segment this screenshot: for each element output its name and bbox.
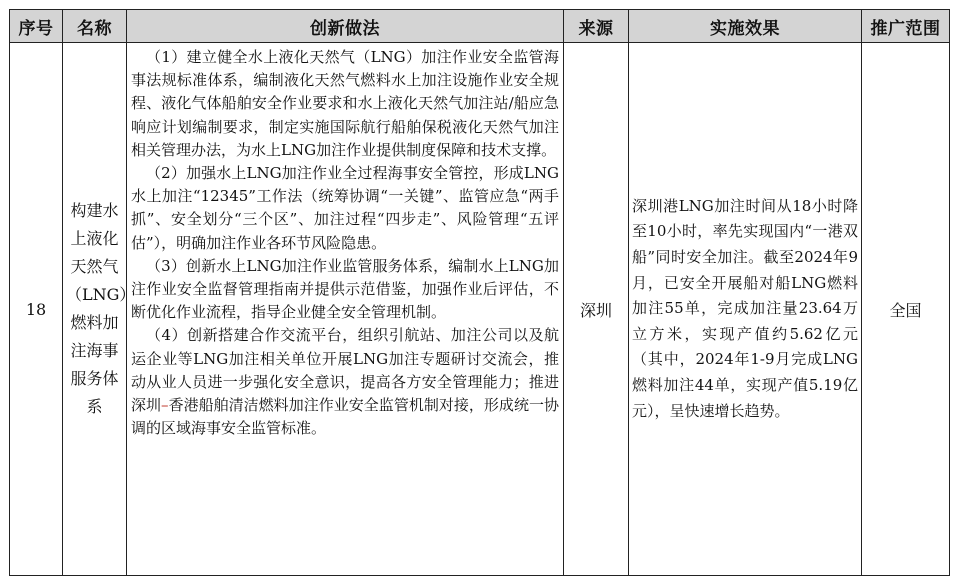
header-name: 名称 [63,10,127,43]
method-paragraph-3: （3）创新水上LNG加注作业监管服务体系，编制水上LNG加注作业安全监督管理指南并提供示范借鉴，加强作业后评估，不断优化作业流程，指导企业健全安全管理机制。 [131,256,559,322]
innovation-table [9,9,950,576]
row-effect: 深圳港LNG加注时间从18小时降至10小时，率先实现国内“一港双船”同时安全加注。截至2024年9月，已安全开展船对船LNG燃料加注55单，完成加注量23.64万立方米，实现产值约5.62亿元（其中，2024年1-9月完成LNG燃料加注44单，实现产值5.19亿元），呈快速增长趋势。 [629,43,862,576]
table-row [10,43,950,576]
name-line: （LNG） [66,285,136,304]
header-source: 来源 [564,10,629,43]
row-source: 深圳 [564,43,629,576]
method-paragraph-1: （1）建立健全水上液化天然气（LNG）加注作业安全监管海事法规标准体系，编制液化天然气燃料水上加注设施作业安全规程、液化气体船舶安全作业要求和水上液化天然气加注站/船应急响应计划编制要求，制定实施国际航行船舶保税液化天然气加注相关管理办法，为水上LNG加注作业提供制度保障和技术支撑。 [131,48,559,159]
name-line: 构建水 [70,201,119,220]
method-paragraph-2: （2）加强水上LNG加注作业全过程海事安全管控，形成LNG水上加注“12345”工作法（统筹协调“一关键”、监管应急“两手抓”、安全划分“三个区”、加注过程“四步走”、风险管理“五评估”），明确加注作业各环节风险隐患。 [131,164,559,252]
header-method: 创新做法 [127,10,564,43]
row-method [127,43,564,576]
method-p4-dash: – [161,396,169,415]
method-p4-text-b: 香港船舶清洁燃料加注作业安全监管机制对接，形成统一协调的区域海事安全监管标准。 [131,396,559,438]
header-scope: 推广范围 [862,10,950,43]
row-scope: 全国 [862,43,950,576]
method-paragraph-4 [131,324,559,440]
name-line: 天然气 [70,257,119,276]
name-line: 服务体 [70,369,119,388]
method-p4-text-a: （4）创新搭建合作交流平台，组织引航站、加注公司以及航运企业等LNG加注相关单位开展LNG加注专题研讨交流会，推动从业人员进一步强化安全意识，提高各方安全管理能力；推进深圳 [131,326,559,415]
header-effect: 实施效果 [629,10,862,43]
name-line: 系 [86,397,103,416]
header-number: 序号 [10,10,63,43]
row-name [63,43,136,576]
name-line: 注海事 [70,341,119,360]
name-line: 燃料加 [70,313,119,332]
header-row [10,10,950,43]
name-line: 上液化 [70,229,119,248]
row-number: 18 [10,43,63,576]
